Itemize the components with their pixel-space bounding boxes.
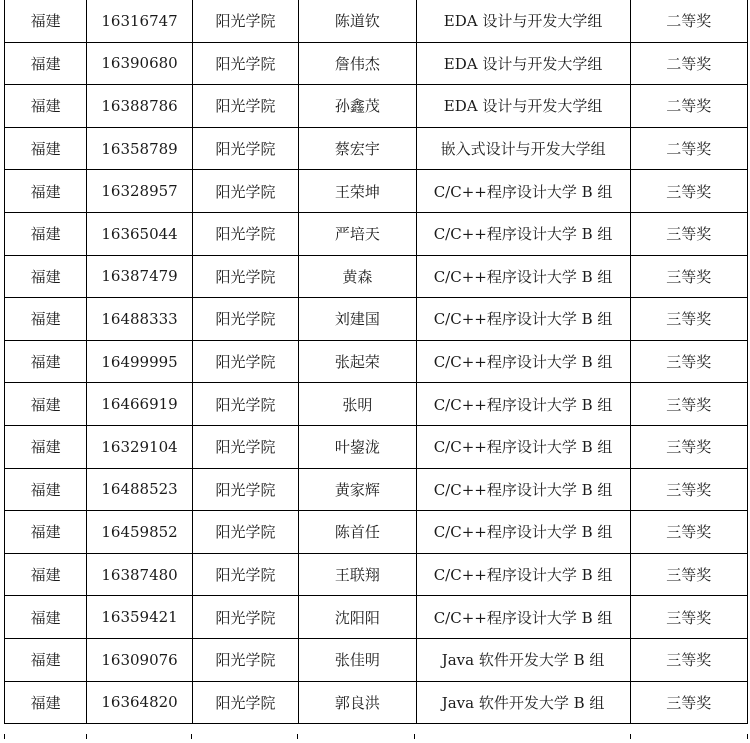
student-id-cell: 16364820 [87,681,192,724]
province-cell: 福建 [5,553,87,596]
province-cell: 福建 [5,383,87,426]
award-results-table [4,0,748,724]
award-level-cell: 三等奖 [630,340,748,383]
student-name-cell: 张明 [299,383,416,426]
student-name-cell: 黄家辉 [299,468,416,511]
student-id-cell: 16387479 [87,255,192,298]
table-row [5,425,748,468]
competition-group-cell: 嵌入式设计与开发大学组 [416,127,630,170]
province-cell: 福建 [5,298,87,341]
student-id-cell: 16358789 [87,127,192,170]
award-level-cell: 三等奖 [630,468,748,511]
student-name-cell: 王荣坤 [299,170,416,213]
school-cell: 阳光学院 [192,212,298,255]
student-name-cell: 黄森 [299,255,416,298]
province-cell: 福建 [5,0,87,42]
table-row [5,511,748,554]
province-cell: 福建 [5,212,87,255]
competition-group-cell: EDA 设计与开发大学组 [416,85,630,128]
table-row [5,638,748,681]
school-cell: 阳光学院 [192,298,298,341]
student-id-cell: 16488333 [87,298,192,341]
school-cell: 阳光学院 [192,681,298,724]
school-cell: 阳光学院 [192,255,298,298]
school-cell: 阳光学院 [192,127,298,170]
table-row [5,212,748,255]
province-cell: 福建 [5,340,87,383]
student-id-cell: 16359421 [87,596,192,639]
table-row [5,255,748,298]
table-row [5,553,748,596]
school-cell: 阳光学院 [192,468,298,511]
competition-group-cell: C/C++程序设计大学 B 组 [416,425,630,468]
student-id-cell: 16328957 [87,170,192,213]
student-name-cell: 严培天 [299,212,416,255]
award-level-cell: 三等奖 [630,511,748,554]
table-row [5,681,748,724]
competition-group-cell: C/C++程序设计大学 B 组 [416,468,630,511]
province-cell: 福建 [5,170,87,213]
student-name-cell: 詹伟杰 [299,42,416,85]
award-level-cell: 三等奖 [630,596,748,639]
next-row-gridlines [4,734,748,739]
province-cell: 福建 [5,425,87,468]
award-level-cell: 三等奖 [630,553,748,596]
province-cell: 福建 [5,638,87,681]
award-level-cell: 二等奖 [630,85,748,128]
table-row [5,340,748,383]
table-row [5,383,748,426]
student-name-cell: 张佳明 [299,638,416,681]
province-cell: 福建 [5,255,87,298]
table-body [5,0,748,724]
student-id-cell: 16387480 [87,553,192,596]
table-row [5,0,748,42]
award-level-cell: 三等奖 [630,638,748,681]
province-cell: 福建 [5,42,87,85]
province-cell: 福建 [5,468,87,511]
student-name-cell: 孙鑫茂 [299,85,416,128]
school-cell: 阳光学院 [192,340,298,383]
award-level-cell: 二等奖 [630,42,748,85]
school-cell: 阳光学院 [192,553,298,596]
competition-group-cell: C/C++程序设计大学 B 组 [416,255,630,298]
competition-group-cell: C/C++程序设计大学 B 组 [416,170,630,213]
award-level-cell: 三等奖 [630,212,748,255]
student-name-cell: 陈道钦 [299,0,416,42]
competition-group-cell: EDA 设计与开发大学组 [416,0,630,42]
school-cell: 阳光学院 [192,596,298,639]
award-level-cell: 三等奖 [630,383,748,426]
competition-group-cell: C/C++程序设计大学 B 组 [416,340,630,383]
school-cell: 阳光学院 [192,0,298,42]
province-cell: 福建 [5,681,87,724]
competition-group-cell: EDA 设计与开发大学组 [416,42,630,85]
next-row-edge [4,724,748,729]
competition-group-cell: C/C++程序设计大学 B 组 [416,553,630,596]
table-row [5,42,748,85]
competition-group-cell: Java 软件开发大学 B 组 [416,638,630,681]
table-row [5,85,748,128]
competition-group-cell: C/C++程序设计大学 B 组 [416,383,630,426]
province-cell: 福建 [5,127,87,170]
province-cell: 福建 [5,596,87,639]
student-name-cell: 沈阳阳 [299,596,416,639]
student-id-cell: 16499995 [87,340,192,383]
student-id-cell: 16365044 [87,212,192,255]
student-name-cell: 王联翔 [299,553,416,596]
table-row [5,596,748,639]
student-name-cell: 陈首任 [299,511,416,554]
table-row [5,170,748,213]
school-cell: 阳光学院 [192,170,298,213]
competition-group-cell: C/C++程序设计大学 B 组 [416,298,630,341]
student-id-cell: 16388786 [87,85,192,128]
school-cell: 阳光学院 [192,511,298,554]
award-level-cell: 三等奖 [630,681,748,724]
student-id-cell: 16316747 [87,0,192,42]
award-level-cell: 二等奖 [630,0,748,42]
student-id-cell: 16459852 [87,511,192,554]
student-id-cell: 16309076 [87,638,192,681]
school-cell: 阳光学院 [192,383,298,426]
award-level-cell: 二等奖 [630,127,748,170]
student-id-cell: 16329104 [87,425,192,468]
table-row [5,298,748,341]
award-level-cell: 三等奖 [630,298,748,341]
school-cell: 阳光学院 [192,85,298,128]
award-level-cell: 三等奖 [630,425,748,468]
province-cell: 福建 [5,511,87,554]
competition-group-cell: C/C++程序设计大学 B 组 [416,511,630,554]
competition-group-cell: C/C++程序设计大学 B 组 [416,596,630,639]
school-cell: 阳光学院 [192,42,298,85]
student-id-cell: 16390680 [87,42,192,85]
student-name-cell: 叶鋆泷 [299,425,416,468]
award-level-cell: 三等奖 [630,255,748,298]
student-id-cell: 16488523 [87,468,192,511]
competition-group-cell: C/C++程序设计大学 B 组 [416,212,630,255]
award-level-cell: 三等奖 [630,170,748,213]
student-name-cell: 刘建国 [299,298,416,341]
school-cell: 阳光学院 [192,638,298,681]
province-cell: 福建 [5,85,87,128]
student-id-cell: 16466919 [87,383,192,426]
table-row [5,127,748,170]
school-cell: 阳光学院 [192,425,298,468]
student-name-cell: 张起荣 [299,340,416,383]
competition-group-cell: Java 软件开发大学 B 组 [416,681,630,724]
student-name-cell: 郭良洪 [299,681,416,724]
student-name-cell: 蔡宏宇 [299,127,416,170]
table-row [5,468,748,511]
